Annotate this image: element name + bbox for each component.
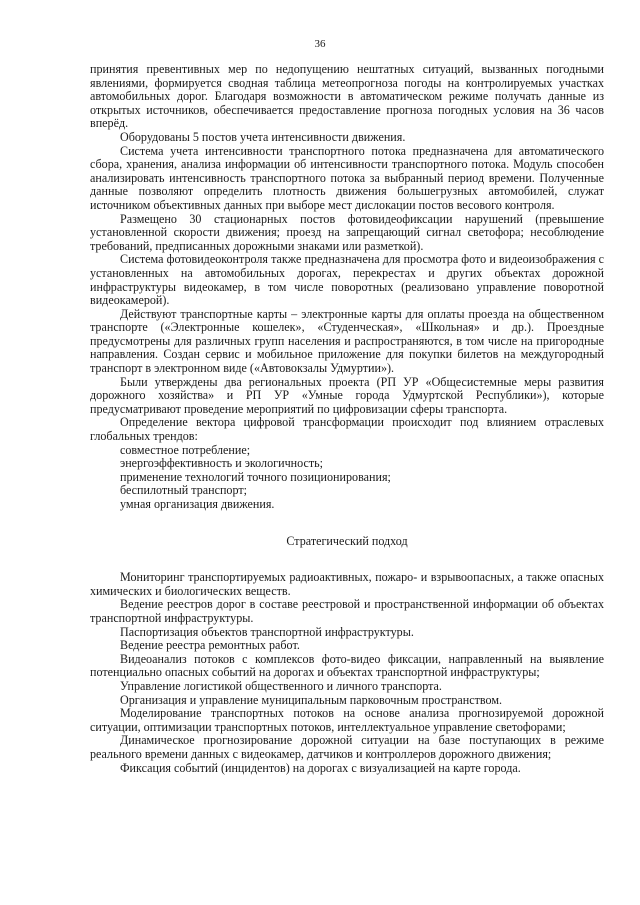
paragraph-strategy-item: Динамическое прогнозирование дорожной ситуации на базе поступающих в режиме реального времени данных с видеокамер, датчиков и контроллеров дорожного движения; (90, 733, 604, 761)
paragraph-strategy-item: Видеоанализ потоков с комплексов фото-видео фиксации, направленный на выявление потенциально опасных событий на дорогах и объектах транспортной инфраструктуры; (90, 651, 604, 680)
paragraph-transport-cards: Действуют транспортные карты – электронные карты для оплаты проезда на общественном транспорте («Электронные кошелек», «Студенческая», «Школьная» и др.). Проездные предусмотрены для различных групп населения и распространяются, в том числе на пригородные направления. Создан сервис и мобильное приложение для покупки билетов на междугородный транспорт в электронном виде («Автовокзалы Удмуртии»). (90, 306, 604, 376)
list-item: энергоэффективность и экологичность; (120, 456, 323, 471)
paragraph-photo-video-posts: Размещено 30 стационарных постов фотовидеофиксации нарушений (превышение установленной скорости движения; проезд на запрещающий сигнал светофора; несоблюдение требований, предписанных дорожными знаками или разметкой). (90, 211, 604, 253)
paragraph-regional-projects: Были утверждены два региональных проекта (РП УР «Общесистемные меры развития дорожного хозяйства» и РП УР «Умные города Удмуртской Республики»), которые предусматривают проведение мероприятий по цифровизации сферы транспорта. (90, 374, 604, 416)
paragraph-traffic-counting-system: Система учета интенсивности транспортного потока предназначена для автоматического сбора, хранения, анализа информации об интенсивности транспортного потока. Модуль способен анализировать интенсивность транспортного потока за выбранный период времени. Полученные данные позволяют определить плотность движения большегрузных автомобилей, служат источником объективных данных при выборе мест дислокации постов весового контроля. (90, 143, 604, 212)
paragraph-strategy-item: Паспортизация объектов транспортной инфраструктуры. (120, 624, 414, 639)
paragraph-traffic-posts: Оборудованы 5 постов учета интенсивности движения. (120, 129, 406, 144)
paragraph-global-trends-intro: Определение вектора цифровой трансформации происходит под влиянием отраслевых глобальных трендов: (90, 415, 604, 444)
paragraph-strategy-item: Фиксация событий (инцидентов) на дорогах с визуализацией на карте города. (120, 760, 521, 775)
trends-list (90, 444, 604, 512)
paragraph-strategy-item: Организация и управление муниципальным парковочным пространством. (120, 692, 503, 707)
list-item: совместное потребление; (120, 442, 251, 457)
paragraph-weather-forecast: принятия превентивных мер по недопущению нештатных ситуаций, вызванных погодными явлениями, формируется сводная таблица метеопрогноза погоды на контролируемых участках автомобильных дорог. Благодаря возможности в автоматическом режиме получать данные из открытых источников, обеспечивается предоставление прогноза погодных условия на 36 часов вперёд. (90, 62, 604, 131)
paragraph-strategy-item: Ведение реестров дорог в составе реестровой и пространственной информации об объектах транспортной инфраструктуры. (90, 597, 604, 625)
list-item: беспилотный транспорт; (120, 483, 248, 498)
paragraph-strategy-item: Мониторинг транспортируемых радиоактивных, пожаро- и взрывоопасных, а также опасных химических и биологических веществ. (90, 570, 604, 598)
list-item: применение технологий точного позиционирования; (120, 469, 391, 484)
paragraph-strategy-item: Моделирование транспортных потоков на основе анализа прогнозируемой дорожной ситуации, оптимизации транспортных потоков, интеллектуальное управление светофорами; (90, 706, 604, 734)
paragraph-strategy-item: Ведение реестра ремонтных работ. (120, 638, 300, 653)
page-body (90, 63, 604, 775)
paragraph-strategy-item: Управление логистикой общественного и личного транспорта. (120, 678, 442, 693)
page-number: 36 (314, 38, 326, 50)
paragraph-video-control-system: Система фотовидеоконтроля также предназначена для просмотра фото и видеоизображения с установленных на автомобильных дорогах, перекрестах и других объектах дорожной инфраструктуры видеокамер, в том числе поворотных (реализовано управление поворотной видеокамерой). (90, 252, 604, 308)
list-item: умная организация движения. (120, 497, 275, 511)
section-heading: Стратегический подход (286, 533, 408, 548)
